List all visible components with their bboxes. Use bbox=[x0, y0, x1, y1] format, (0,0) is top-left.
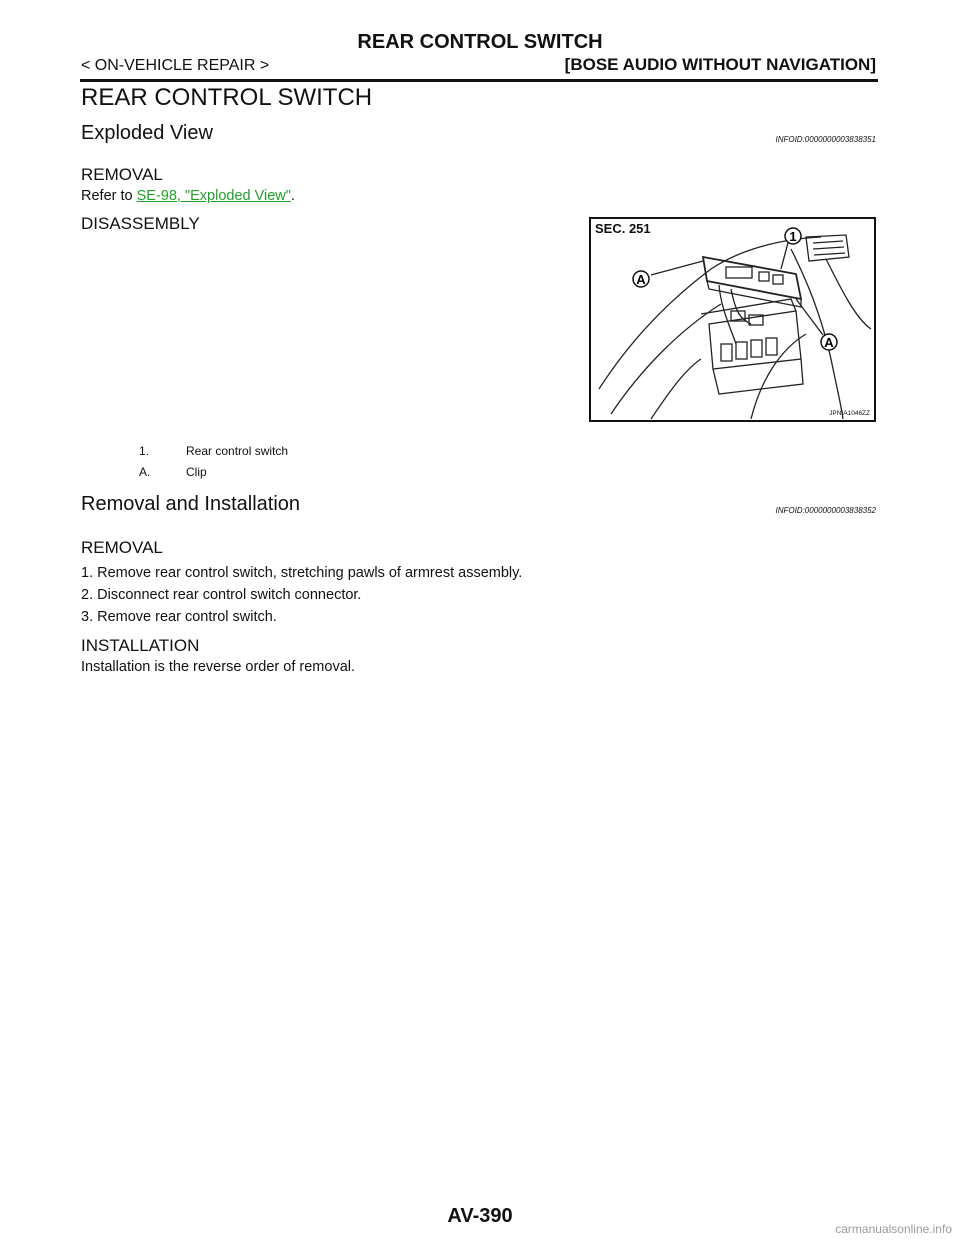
removal-step-3: 3. Remove rear control switch. bbox=[81, 609, 277, 625]
subheading-installation: INSTALLATION bbox=[81, 636, 200, 655]
figure-id: JPNIA1046ZZ bbox=[829, 410, 870, 417]
page-title: REAR CONTROL SWITCH bbox=[81, 84, 373, 111]
page-number: AV-390 bbox=[447, 1205, 513, 1227]
exploded-view-link[interactable]: SE-98, "Exploded View" bbox=[136, 188, 291, 204]
legend-label-a: Clip bbox=[186, 465, 207, 479]
armrest-illustration bbox=[591, 219, 874, 420]
subheading-removal: REMOVAL bbox=[81, 165, 163, 184]
installation-text: Installation is the reverse order of removal. bbox=[81, 659, 356, 675]
legend-key-1: 1. bbox=[139, 444, 150, 458]
exploded-view-figure bbox=[589, 217, 876, 422]
subheading-removal-2: REMOVAL bbox=[81, 538, 163, 557]
header-section-label: < ON-VEHICLE REPAIR > bbox=[81, 57, 270, 74]
legend-key-a: A. bbox=[139, 465, 151, 479]
header-rule bbox=[80, 79, 878, 82]
callout-1: 1 bbox=[789, 229, 797, 244]
section-heading-removal-installation: Removal and Installation bbox=[81, 493, 301, 515]
callout-a-left: A bbox=[636, 272, 646, 287]
removal-step-1: 1. Remove rear control switch, stretching pawls of armrest assembly. bbox=[81, 565, 523, 581]
callout-a-right: A bbox=[824, 335, 834, 350]
legend-label-1: Rear control switch bbox=[186, 444, 289, 458]
header-title: REAR CONTROL SWITCH bbox=[357, 31, 603, 53]
figure-section-label: SEC. 251 bbox=[595, 221, 651, 236]
removal-step-2: 2. Disconnect rear control switch connector. bbox=[81, 587, 362, 603]
removal-reference-text bbox=[81, 188, 295, 204]
infoid-exploded-view: INFOID:0000000003838351 bbox=[775, 135, 876, 144]
watermark: carmanualsonline.info bbox=[835, 1222, 952, 1236]
infoid-removal-installation: INFOID:0000000003838352 bbox=[775, 506, 876, 515]
removal-text-prefix: Refer to bbox=[81, 188, 137, 204]
section-heading-exploded-view: Exploded View bbox=[81, 122, 213, 144]
removal-text-suffix: . bbox=[290, 188, 295, 204]
header-model-label: [BOSE AUDIO WITHOUT NAVIGATION] bbox=[564, 55, 876, 74]
subheading-disassembly: DISASSEMBLY bbox=[81, 214, 200, 233]
